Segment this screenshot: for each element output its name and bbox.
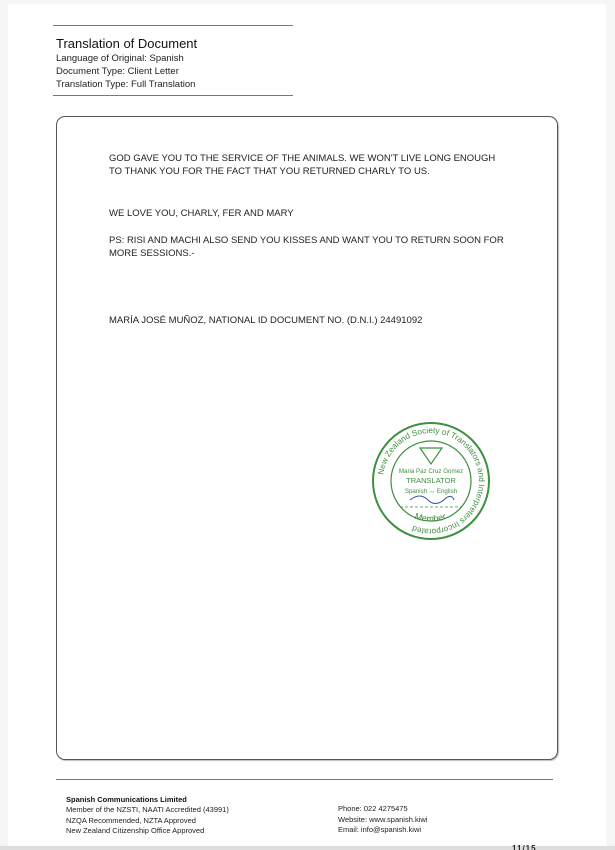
footer-phone: Phone: 022 4275475 (338, 804, 408, 813)
footer-company-info (66, 795, 326, 837)
translation-header (56, 36, 296, 91)
header-divider (53, 95, 293, 96)
seal-languages: Spanish ↔ English (404, 488, 458, 495)
footer-contact-info (338, 804, 538, 836)
translator-seal-stamp (370, 420, 492, 542)
page-number: 11/15 (512, 844, 537, 850)
header-translation-type: Translation Type: Full Translation (56, 79, 196, 90)
footer-divider (56, 779, 553, 780)
footer-approval: NZQA Recommended, NZTA Approved (66, 815, 196, 825)
letter-paragraph-2: WE LOVE YOU, CHARLY, FER AND MARY (109, 208, 294, 219)
seal-emblem-icon (420, 448, 442, 464)
seal-translator-name: Maria Paz Cruz Gomez (398, 468, 464, 475)
header-doc-type: Document Type: Client Letter (56, 66, 179, 77)
letter-signature: MARÍA JOSÉ MUÑOZ, NATIONAL ID DOCUMENT NO. (D.N.I.) 24491092 (109, 315, 423, 326)
top-divider (53, 25, 293, 26)
header-title: Translation of Document (56, 36, 198, 51)
seal-ring-text: New Zealand Society of Translators and Interpreters Incorporated (376, 425, 487, 537)
seal-role: TRANSLATOR (406, 476, 456, 485)
header-language: Language of Original: Spanish (56, 53, 184, 64)
seal-member-text: Member (413, 510, 448, 524)
letter-paragraph-1: GOD GAVE YOU TO THE SERVICE OF THE ANIMALS. WE WON'T LIVE LONG ENOUGH TO THANK YOU FOR THE FACT THAT YOU RETURNED CHARLY TO US. (109, 153, 496, 177)
footer-accreditation: Member of the NZSTI, NAATI Accredited (43991) (66, 805, 229, 814)
footer-citizenship: New Zealand Citizenship Office Approved (66, 826, 205, 835)
footer-website: Website: www.spanish.kiwi (338, 814, 428, 824)
footer-company-name: Spanish Communications Limited (66, 795, 187, 804)
footer-email: Email: info@spanish.kiwi (338, 825, 422, 834)
letter-paragraph-3: PS: RISI AND MACHI ALSO SEND YOU KISSES AND WANT YOU TO RETURN SOON FOR MORE SESSIONS.- (109, 235, 504, 259)
seal-signature-scribble (410, 496, 454, 504)
